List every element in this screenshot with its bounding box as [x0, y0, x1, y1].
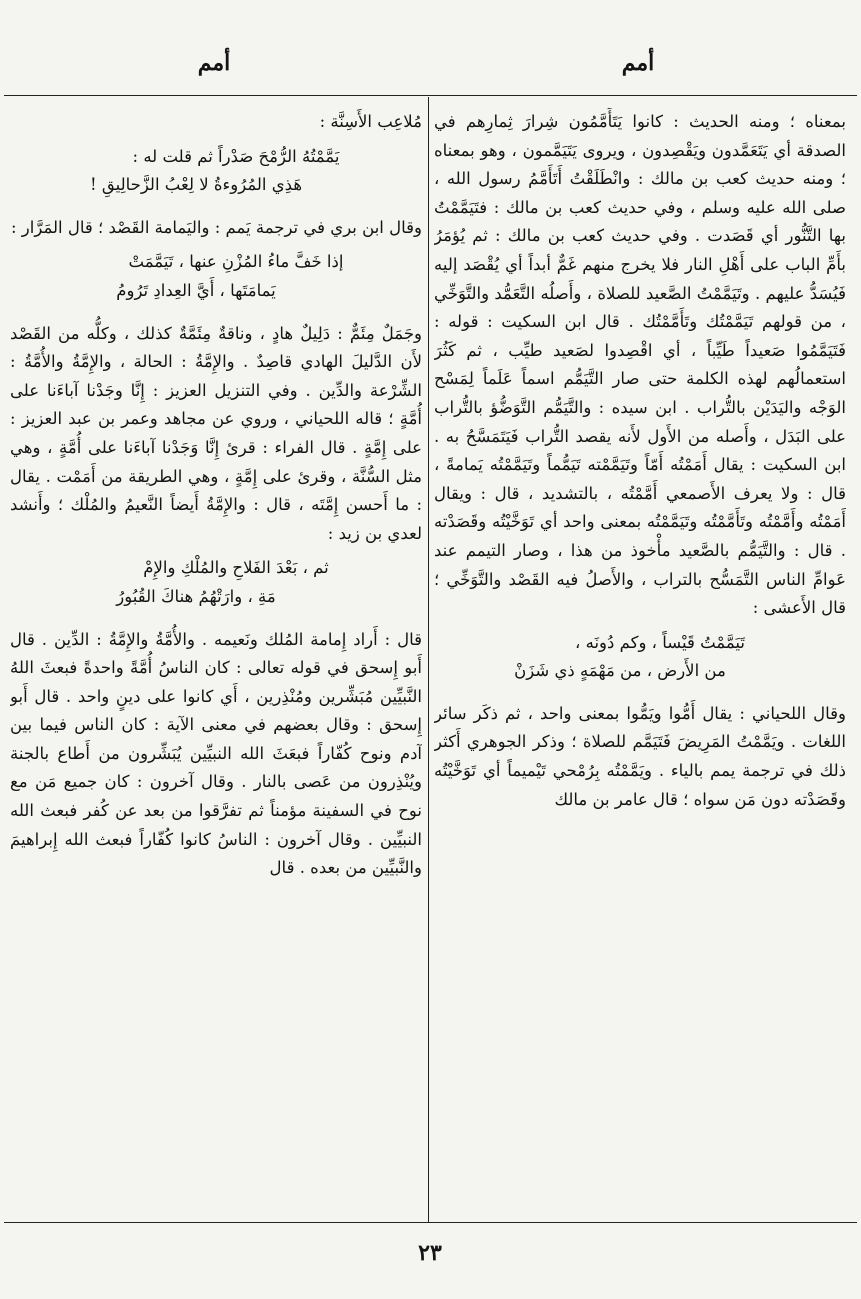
verse-line: يَمَّمْتُهُ الرُّمْحَ صَدْراً ثم قلت له :	[132, 146, 340, 166]
left-paragraph-1: مُلاعِب الأَسِنَّة :	[319, 112, 422, 131]
running-header-left: أمم	[197, 50, 231, 76]
verse-line: تَيَمَّمْتُ قَيْساً ، وكم دُونَه ،	[575, 632, 745, 652]
verse-line: مَةِ ، وارَتْهُمُ هناكَ القُبُورُ	[116, 586, 276, 606]
left-verse-3	[10, 554, 422, 611]
running-header-right: أمم	[621, 50, 655, 76]
right-column	[434, 108, 846, 1216]
right-paragraph-1: بمعناه ؛ ومنه الحديث : كانوا يَتَأَمَّمُون شِرارَ ثِمارِهم في الصدقة أي يَتَعَمَّدون ويَقْصِدون ، ويروى يَتَيَمَّمون ، وهو بمعناه ؛ ومنه حديث كعب بن مالك : وانْطَلَقْتُ أَتَأَمَّمُ رسول الله ، صلى الله عليه وسلم ، وفي حديث كعب بن مالك : فتَيَمَّمْتُ بها التَّنُّور أي قَصَدت . وفي حديث كعب بن مالك : ثم يُؤمَرُ بأَمِّ الباب على أَهْلِ النار فلا يخرج منهم غَمٌّ أبداً أي يُقْصَد إليه فَيُسَدُّ عليهم . وتَيَمَّمْتُ الصَّعيد للصلاة ، وأَصلُه التَّعَمُّد والتَّوَخِّي ، من قولهم تَيَمَّمْتُك وتَأَمَّمْتُك . قال ابن السكيت : قوله : فَتَيَمَّمُوا صَعيداً طَيِّباً ، أي اقْصِدوا لصَعيد طيِّب ، ثم كَثُرَ استعمالُهم لهذه الكلمة حتى صار التَّيَمُّم اسماً عَلَماً لِمَسْح الوَجْه واليَدَيْن بالتُّراب . ابن سيده : والتَّيَمُّم التَّوَضُّؤ بالتُّراب على البَدَل ، وأَصله من الأَول لأَنه يقصد التُّراب فَيَتَمَسَّحُ به . ابن السكيت : يقال أَمَمْتُه أَمّاً وتَيَمَّمْته تَيَمُّماً وتَيَمَّمْتُه يَمامةً ، قال : ولا يعرف الأَصمعي أَمَّمْتُه ، بالتشديد ، قال : ويقال أَمَمْتُه وأَمَّمْتُه وتَأَمَّمْتُه وتَيَمَّمْتُه بمعنى واحد أي تَوَخَّيْتُه وقَصَدْته . قال : والتَّيَمُّم بالصَّعيد مأْخوذ من هذا ، وصار التيمم عند عَوامِّ الناس التَّمَسُّح بالتراب ، والأَصلُ فيه القَصْد والتَّوَخِّي ؛ قال الأَعشى :	[434, 112, 846, 618]
left-paragraph-3: وجَمَلٌ مِئَمٌّ : دَلِيلٌ هادٍ ، وناقةٌ مِئَمَّةٌ كذلك ، وكلُّه من القَصْد لأَن الدَّليلَ الهادي قاصِدٌ . والإِمَّةُ : الحالة ، والإِمَّةُ والأُمَّةُ : الشِّرْعة والدِّين . وفي التنزيل العزيز : إِنَّا وجَدْنا آباءَنا على أُمَّةٍ ؛ قاله اللحياني ، وروي عن مجاهد وعمر بن عبد العزيز : على إِمَّةٍ . قال الفراء : قرئ إِنَّا وَجَدْنا آباءَنا على أُمَّةٍ ، وهي مثل السُّنَّة ، وقرئ على إِمَّةٍ ، وهي الطريقة من أَمَمْت . يقال : ما أَحسن إِمَّتَه ، قال : والإِمَّةُ أَيضاً النَّعيمُ والمُلْك ؛ وأَنشد لعدي بن زيد :	[10, 323, 422, 543]
verse-line: من الأَرض ، من مَهْمَهٍ ذي شَزَنْ	[514, 661, 726, 681]
right-paragraph-2: وقال اللحياني : يقال أَمُّوا ويَمُّوا بمعنى واحد ، ثم ذكَر سائر اللغات . ويَمَّمْتُ المَرِيضَ فَتَيَمَّم للصلاة ؛ وذكر الجوهري أَكثر ذلك في ترجمة يمم بالياء . ويَمَّمْتُه بِرُمْحي تَيْميماً أي تَوَخَّيْتُه وقَصَدْته دون مَن سواه ؛ قال عامر بن مالك	[434, 703, 846, 809]
top-rule	[4, 95, 857, 96]
left-verse-1	[10, 143, 422, 200]
left-paragraph-2: وقال ابن بري في ترجمة يَمم : واليَمامة القَصْد ؛ قال المَرَّار :	[10, 217, 422, 237]
verse-line: إذا خَفَّ ماءُ المُزْنِ عنها ، تَيَمَّمَتْ	[128, 252, 344, 272]
left-column	[10, 108, 422, 1216]
bottom-rule	[4, 1222, 857, 1223]
left-paragraph-4: قال : أَراد إِمامة المُلك ونَعيمه . والأُمَّةُ والإِمَّةُ : الدِّين . قال أَبو إِسحق في قوله تعالى : كان الناسُ أُمَّةً واحدةً فبعثَ اللهُ النَّبيِّين مُبَشِّرين ومُنْذِرين ، أَي كانوا على دينٍ واحد . قال أَبو إِسحق : وقال بعضهم في معنى الآية : كان الناس فيما بين آدم ونوح كُفّاراً فبعَثَ الله النبيِّين يُبَشِّرون من أَطاع بالجنة ويُنْذِرون من عَصى بالنار . وقال آخرون : كان جميع مَن مع نوح في السفينة مؤمناً ثم تفرَّقوا من بعد عن كُفر فبعث الله النبيِّين . وقال آخرون : الناسُ كانوا كُفّاراً فبعث الله إِبراهيمَ والنَّبيِّين من بعده . قال	[10, 629, 422, 878]
verse-line: يَمامَتَها ، أَيَّ العِدادِ تَرُومُ	[116, 280, 276, 300]
verse-line: هَذِي المُرُوءةُ لا لِعْبُ الزَّحالِيقِ !	[89, 175, 303, 195]
column-separator	[428, 97, 429, 1223]
page-number: ٢٣	[418, 1240, 442, 1266]
left-verse-2	[10, 248, 422, 305]
right-verse	[434, 629, 846, 686]
verse-line: ثم ، بَعْدَ الفَلاحِ والمُلْكِ والإِمْ	[143, 558, 329, 578]
